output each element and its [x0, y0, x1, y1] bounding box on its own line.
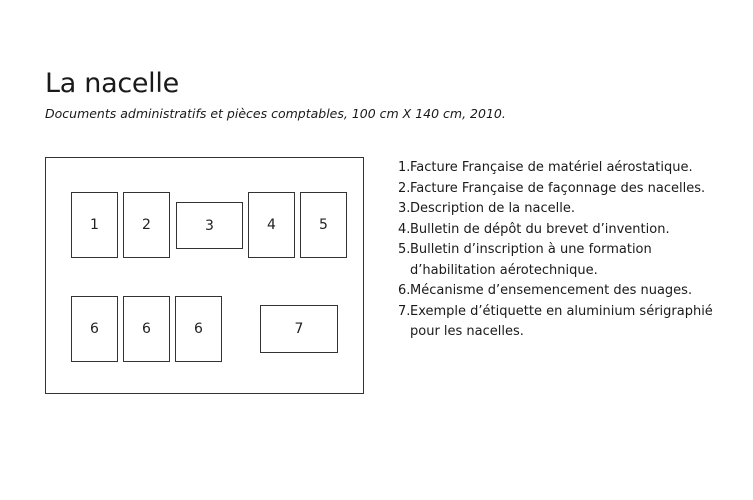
legend-item [398, 240, 738, 281]
layout-box-2: 2 [123, 192, 170, 258]
legend-item [398, 281, 738, 302]
legend-number: 3. [398, 201, 411, 216]
layout-box-5: 5 [300, 192, 347, 258]
legend-number: 5. [398, 242, 411, 257]
legend-text: Description de la nacelle. [410, 201, 575, 216]
legend-item [398, 199, 738, 220]
legend-text: Facture Française de façonnage des nacelles. [410, 180, 706, 196]
layout-box-4: 4 [248, 192, 295, 258]
legend-list [398, 158, 738, 343]
layout-box-3: 3 [176, 202, 243, 249]
layout-box-6a: 6 [71, 296, 118, 362]
layout-box-7: 7 [260, 305, 338, 353]
legend-text: Exemple d’étiquette en aluminium sérigraphié pour les nacelles. [410, 303, 713, 339]
legend-number: 2. [398, 180, 411, 196]
layout-frame [45, 157, 364, 394]
legend-number: 1. [398, 160, 411, 175]
page-subtitle: Documents administratifs et pièces comptables, 100 cm X 140 cm, 2010. [45, 106, 506, 121]
legend-text: Mécanisme d’ensemencement des nuages. [410, 283, 693, 298]
layout-box-6c: 6 [175, 296, 222, 362]
legend-text: Bulletin d’inscription à une formation d’habilitation aérotechnique. [410, 242, 652, 278]
layout-box-6b: 6 [123, 296, 170, 362]
legend-number: 7. [398, 303, 411, 319]
legend-item [398, 158, 738, 179]
page-title: La nacelle [45, 68, 179, 99]
legend-number: 4. [398, 221, 411, 237]
legend-item [398, 302, 738, 343]
legend-item [398, 220, 738, 241]
legend-text: Facture Française de matériel aérostatique. [410, 160, 693, 175]
legend-item [398, 179, 738, 200]
legend-number: 6. [398, 283, 411, 298]
legend-text: Bulletin de dépôt du brevet d’invention. [410, 221, 670, 237]
layout-box-1: 1 [71, 192, 118, 258]
